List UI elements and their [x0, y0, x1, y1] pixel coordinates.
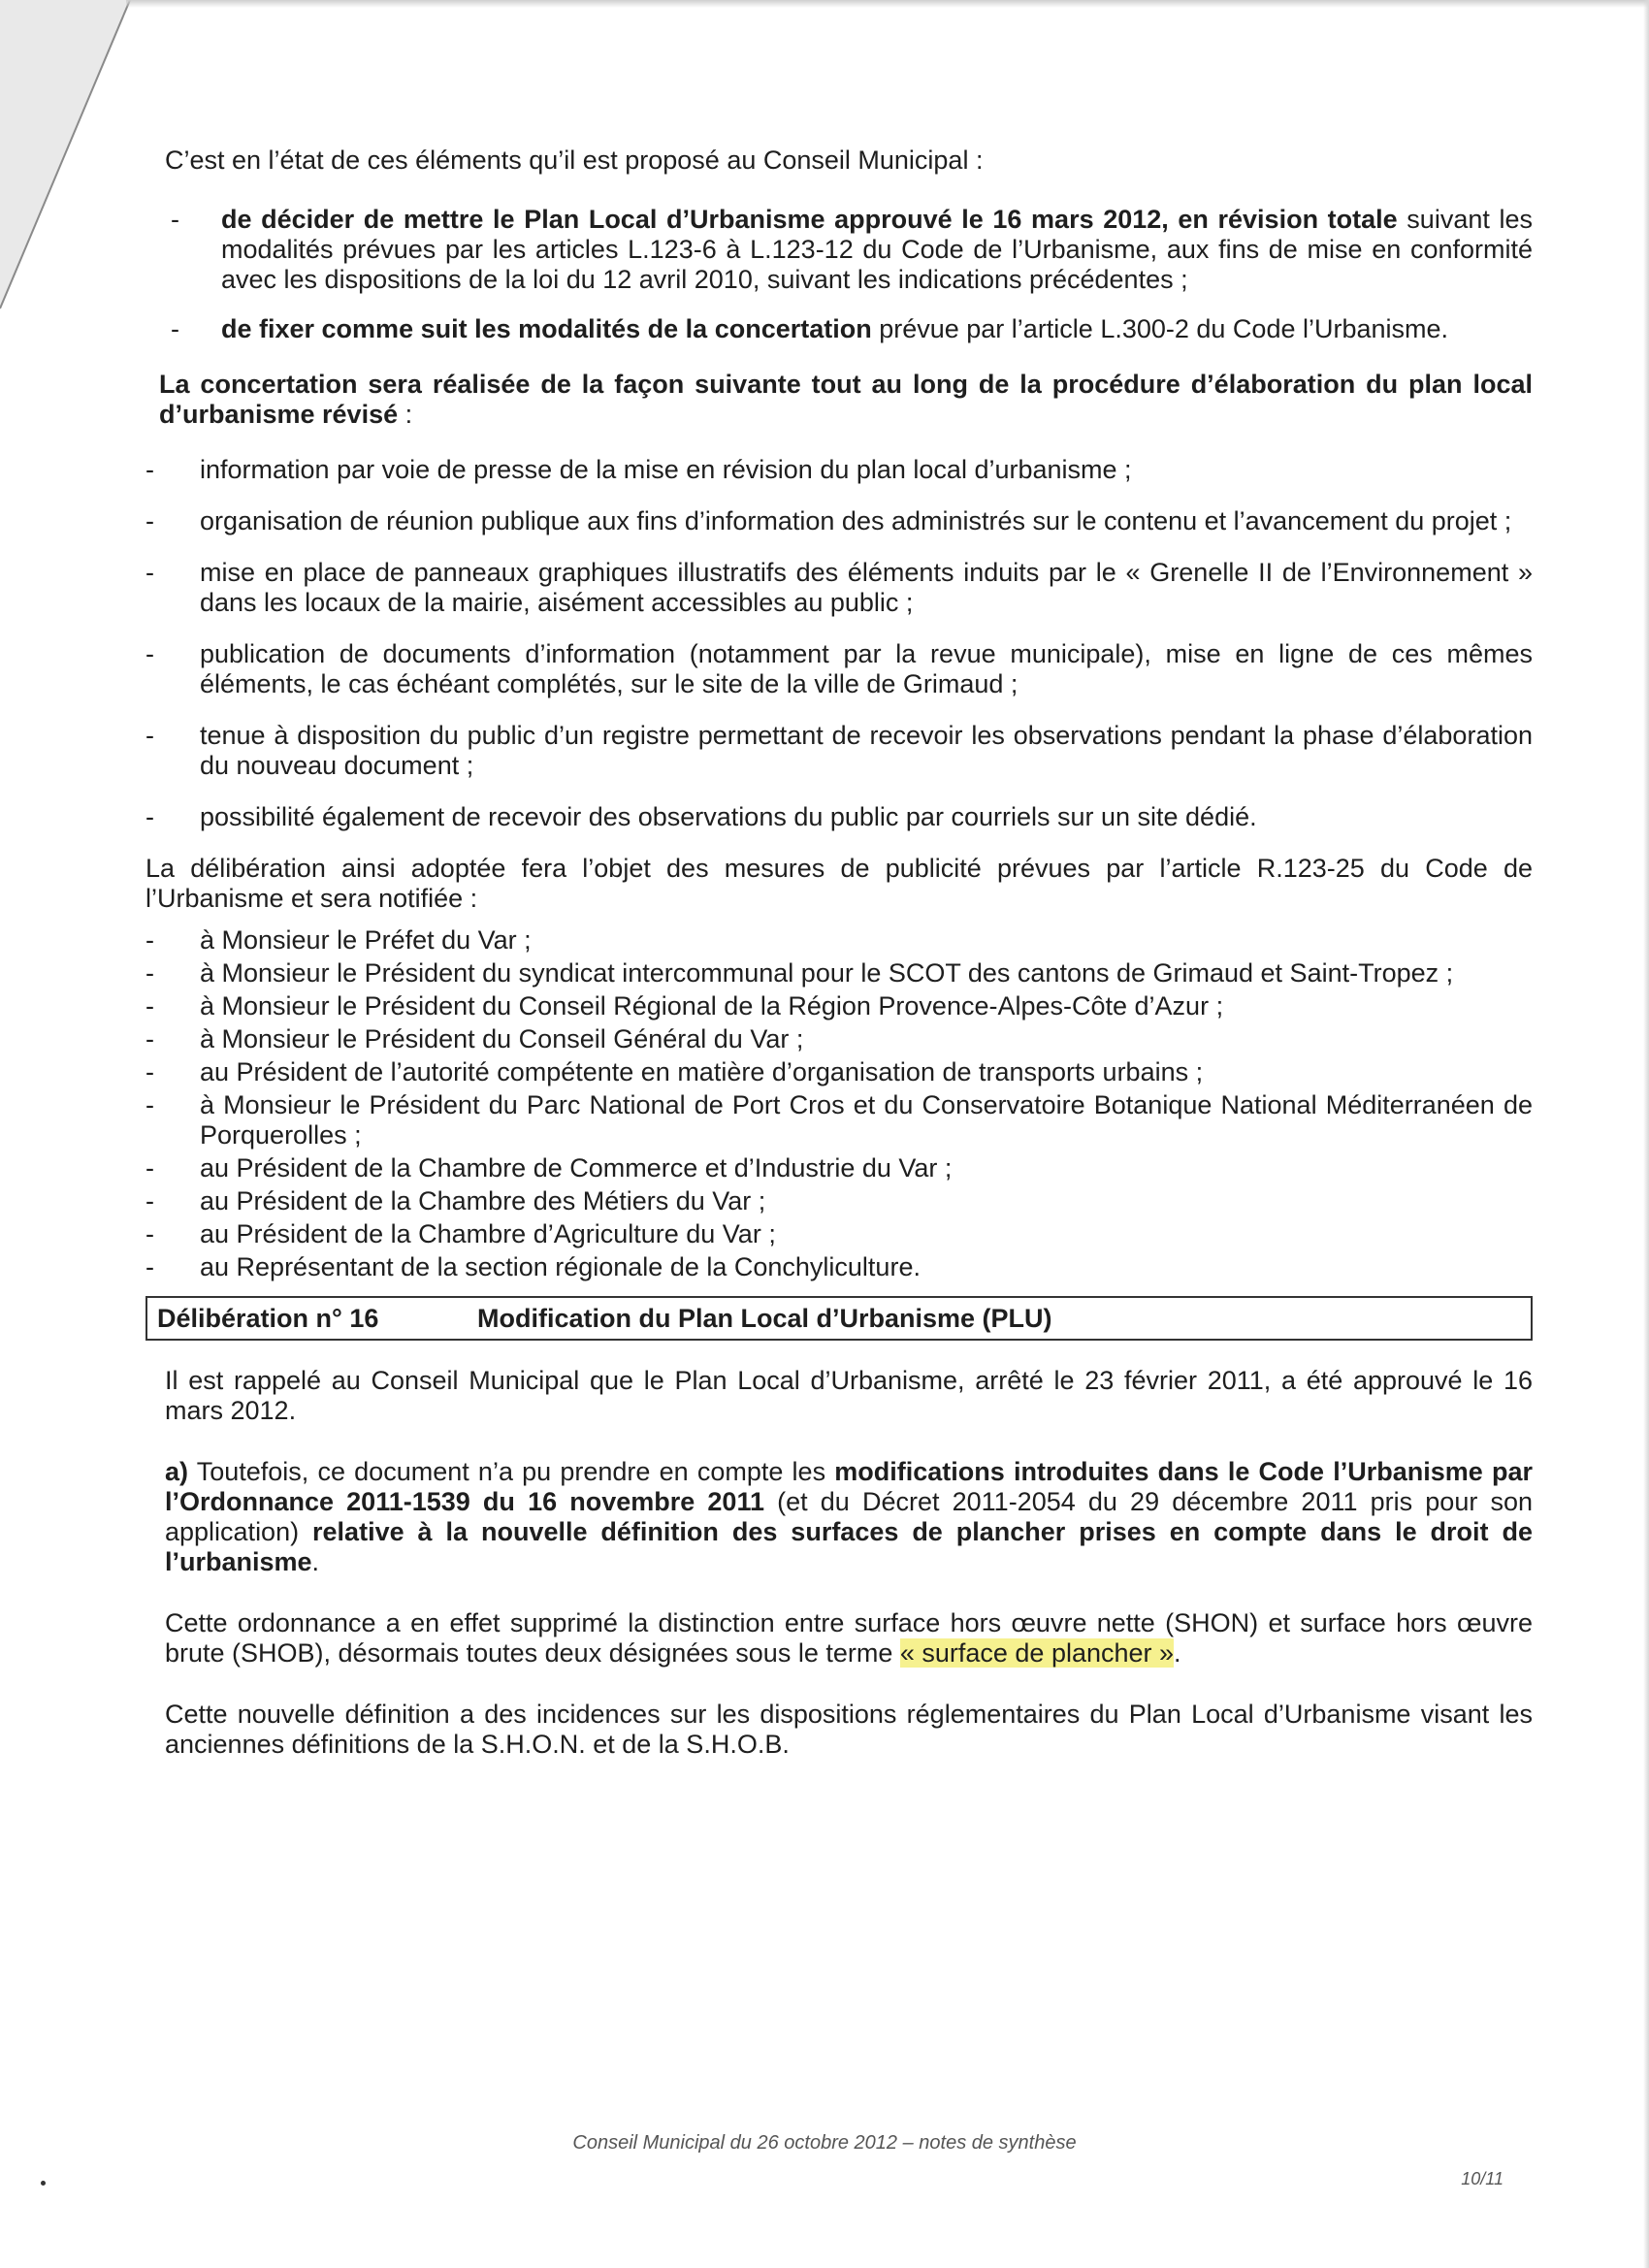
notification-list — [146, 925, 1533, 1282]
section-header-box — [146, 1296, 1533, 1341]
list-item: - à Monsieur le Président du Conseil Régional de la Région Provence-Alpes-Côte d’Azur ; — [146, 991, 1533, 1021]
paragraph-text: (et du Décret 2011-2054 du 29 décembre 2011 pris pour son application) — [165, 1487, 1533, 1546]
intro-sentence: C’est en l’état de ces éléments qu’il est proposé au Conseil Municipal : — [165, 146, 984, 175]
list-item: - mise en place de panneaux graphiques illustratifs des éléments induits par le « Grenelle II de l’Environnement » dans les locaux de la mairie, aisément accessibles au public ; — [146, 558, 1533, 618]
list-item: - au Président de la Chambre d’Agriculture du Var ; — [146, 1219, 1533, 1249]
list-item: - au Représentant de la section régionale de la Conchyliculture. — [146, 1252, 1533, 1282]
list-item: - au Président de l’autorité compétente en matière d’organisation de transports urbains ; — [146, 1057, 1533, 1087]
paragraph-label: a) — [165, 1457, 189, 1486]
list-item: - à Monsieur le Président du Parc National de Port Cros et du Conservatoire Botanique National Méditerranéen de Porquerolles ; — [146, 1090, 1533, 1150]
paragraph-text: Toutefois, ce document n’a pu prendre en compte les — [188, 1457, 835, 1486]
concertation-heading-bold: La concertation sera réalisée de la façon suivante tout au long de la procédure d’élaboration du plan local d’urbanisme révisé — [159, 370, 1533, 429]
decision-item — [171, 205, 1533, 295]
list-item: - à Monsieur le Président du syndicat intercommunal pour le SCOT des cantons de Grimaud et Saint-Tropez ; — [146, 958, 1533, 988]
paragraph-text: Cette ordonnance a en effet supprimé la distinction entre surface hors œuvre nette (SHON) et surface hors œuvre brute (SHOB), désormais toutes deux désignées sous le terme — [165, 1608, 1533, 1668]
section-title: Modification du Plan Local d’Urbanisme (PLU) — [477, 1303, 1052, 1333]
list-item: - au Président de la Chambre des Métiers du Var ; — [146, 1186, 1533, 1216]
list-item: - tenue à disposition du public d’un registre permettant de recevoir les observations pendant la phase d’élaboration du nouveau document ; — [146, 721, 1533, 781]
paragraph-text: . — [311, 1547, 320, 1576]
decision-bold: de décider de mettre le Plan Local d’Urbanisme approuvé le 16 mars 2012, en révision totale — [221, 205, 1398, 234]
list-item: - publication de documents d’information (notamment par la revue municipale), mise en ligne de ces mêmes éléments, le cas échéant complétés, sur le site de la ville de Grimaud ; — [146, 639, 1533, 699]
list-item: - à Monsieur le Préfet du Var ; — [146, 925, 1533, 956]
document-body — [146, 146, 1533, 1791]
scan-folded-corner — [0, 0, 136, 310]
list-item: - organisation de réunion publique aux fins d’information des administrés sur le contenu et l’avancement du projet ; — [146, 506, 1533, 536]
scan-speck — [41, 2181, 46, 2186]
paragraph-bold: relative à la nouvelle définition des surfaces de plancher prises en compte dans le droit de l’urbanisme — [165, 1517, 1533, 1576]
list-item: - à Monsieur le Président du Conseil Général du Var ; — [146, 1024, 1533, 1054]
concertation-heading-tail: : — [398, 400, 413, 429]
list-item: - possibilité également de recevoir des observations du public par courriels sur un site dédié. — [146, 802, 1533, 832]
decision-item — [171, 314, 1533, 344]
concertation-heading — [159, 370, 1533, 430]
decision-bold: de fixer comme suit les modalités de la concertation — [221, 314, 872, 343]
list-item: - au Président de la Chambre de Commerce et d’Industrie du Var ; — [146, 1153, 1533, 1183]
scan-right-edge — [1643, 0, 1649, 2268]
paragraph-incidences: Cette nouvelle définition a des incidences sur les dispositions réglementaires du Plan Local d’Urbanisme visant les anciennes définitions de la S.H.O.N. et de la S.H.O.B. — [165, 1700, 1533, 1759]
paragraph-plu-approval: Il est rappelé au Conseil Municipal que le Plan Local d’Urbanisme, arrêté le 23 février 2011, a été approuvé le 16 mars 2012. — [165, 1366, 1533, 1425]
page-number: 10/11 — [1461, 2169, 1504, 2188]
deliberation-intro: La délibération ainsi adoptée fera l’objet des mesures de publicité prévues par l’article R.123-25 du Code de l’Urbanisme et sera notifiée : — [146, 854, 1533, 913]
page-footer: Conseil Municipal du 26 octobre 2012 – notes de synthèse — [572, 2132, 1077, 2154]
concertation-list — [146, 455, 1533, 832]
decision-text: prévue par l’article L.300-2 du Code l’Urbanisme. — [871, 314, 1449, 343]
deliberation-number: Délibération n° 16 — [157, 1303, 379, 1333]
paragraph-ordonnance — [165, 1457, 1533, 1577]
paragraph-surface — [165, 1608, 1533, 1669]
paragraph-text: . — [1174, 1638, 1181, 1668]
highlighted-term: « surface de plancher » — [899, 1638, 1175, 1668]
list-item: - information par voie de presse de la mise en révision du plan local d’urbanisme ; — [146, 455, 1533, 485]
paragraph-bold: modifications introduites dans le Code l’Urbanisme par l’Ordonnance 2011-1539 du 16 novembre 2011 — [165, 1457, 1533, 1516]
scan-top-edge — [126, 0, 1649, 8]
decision-text: suivant les modalités prévues par les articles L.123-6 à L.123-12 du Code de l’Urbanisme, aux fins de mise en conformité avec les dispositions de la loi du 12 avril 2010, suivant les indications précédentes ; — [221, 205, 1533, 294]
decision-list — [171, 205, 1533, 344]
